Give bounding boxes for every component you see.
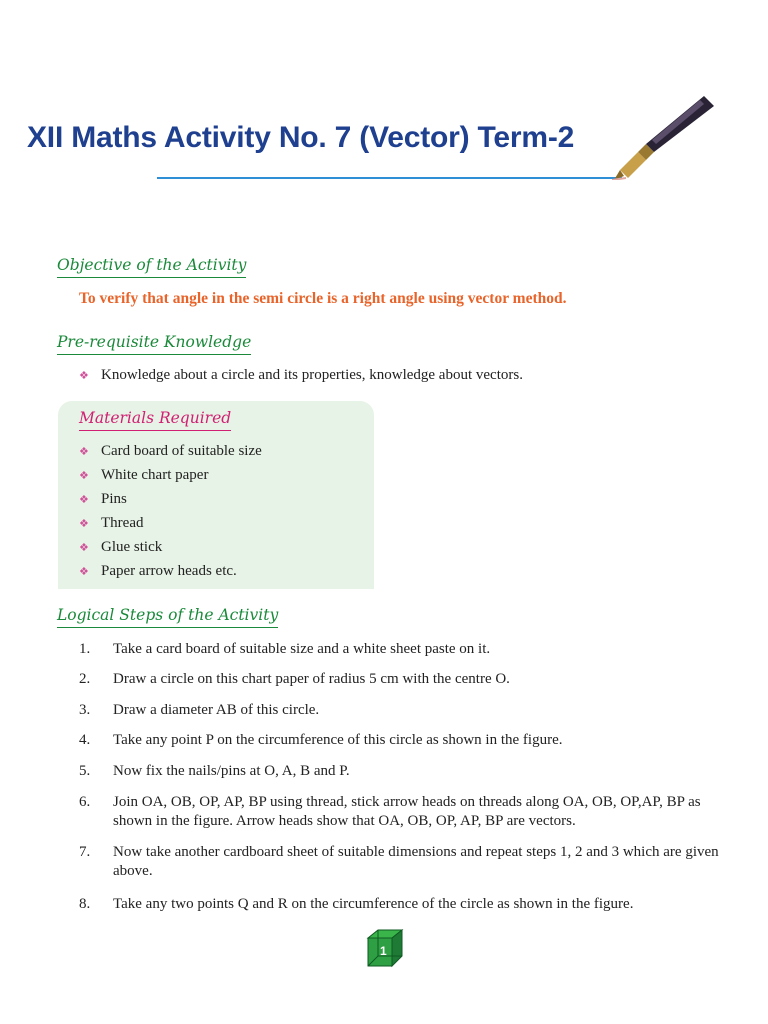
step-item: 8. Take any two points Q and R on the circumference of the circle as shown in the figure.	[79, 896, 634, 912]
objective-heading: Objective of the Activity	[57, 256, 246, 274]
diamond-bullet-icon: ❖	[79, 494, 89, 506]
diamond-bullet-icon: ❖	[79, 566, 89, 578]
objective-text: To verify that angle in the semi circle is a right angle using vector method.	[79, 290, 567, 307]
diamond-bullet-icon: ❖	[79, 470, 89, 482]
step-item: 3. Draw a diameter AB of this circle.	[79, 702, 320, 718]
step-item: 6. Join OA, OB, OP, AP, BP using thread, stick arrow heads on threads along OA, OB, OP,AP, BP as shown in the figure. Arrow heads show that OA, OB, OP, AP, BP are vectors.	[79, 794, 701, 829]
step-item: 5. Now fix the nails/pins at O, A, B and P.	[79, 763, 350, 779]
diamond-bullet-icon: ❖	[79, 446, 89, 458]
title-underline	[157, 177, 622, 179]
diamond-bullet-icon: ❖	[79, 370, 89, 382]
materials-heading: Materials Required	[79, 409, 231, 427]
page-number: 1	[380, 944, 387, 958]
materials-item: ❖ Thread	[79, 515, 144, 531]
step-item: 7. Now take another cardboard sheet of suitable dimensions and repeat steps 1, 2 and 3 which are given above.	[79, 844, 719, 879]
steps-heading: Logical Steps of the Activity	[57, 606, 278, 624]
materials-item: ❖ Pins	[79, 491, 127, 507]
prerequisite-item: ❖ Knowledge about a circle and its properties, knowledge about vectors.	[79, 367, 523, 383]
materials-item: ❖ Glue stick	[79, 539, 163, 555]
page-title: XII Maths Activity No. 7 (Vector) Term-2	[27, 121, 575, 154]
step-item: 1. Take a card board of suitable size and a white sheet paste on it.	[79, 641, 491, 657]
prerequisite-heading: Pre-requisite Knowledge	[57, 333, 251, 351]
diamond-bullet-icon: ❖	[79, 542, 89, 554]
materials-item: ❖ Paper arrow heads etc.	[79, 563, 237, 579]
step-item: 2. Draw a circle on this chart paper of radius 5 cm with the centre O.	[79, 671, 510, 687]
step-item: 4. Take any point P on the circumference of this circle as shown in the figure.	[79, 732, 563, 748]
fountain-pen-icon	[612, 94, 716, 180]
materials-item: ❖ Card board of suitable size	[79, 443, 262, 459]
materials-item: ❖ White chart paper	[79, 467, 209, 483]
diamond-bullet-icon: ❖	[79, 518, 89, 530]
